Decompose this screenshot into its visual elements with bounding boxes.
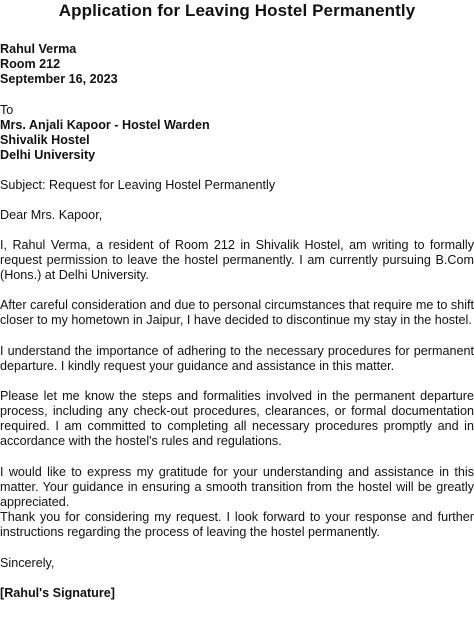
recipient-line-3: Delhi University (0, 148, 96, 162)
letter-title: Application for Leaving Hostel Permanently (58, 1, 416, 20)
sender-date: September 16, 2023 (0, 72, 118, 86)
closing-line (0, 556, 474, 571)
recipient-to: To (0, 103, 14, 117)
paragraph-2: After careful consideration and due to personal circumstances that require me to shift closer to my hometown in Jaipur, I have decided to discontinue my stay in the hostel. (0, 298, 474, 327)
subject-line (0, 178, 474, 193)
signature-text: [Rahul's Signature] (0, 586, 115, 600)
paragraph-1: I, Rahul Verma, a resident of Room 212 in Shivalik Hostel, am writing to formally request permission to leave the hostel permanently. I am currently pursuing B.Com (Hons.) at Delhi University. (0, 238, 474, 282)
paragraph-6: Thank you for considering my request. I look forward to your response and further instructions regarding the process of leaving the hostel permanently. (0, 510, 474, 539)
closing-text: Sincerely, (0, 556, 55, 570)
recipient-line-1: Mrs. Anjali Kapoor - Hostel Warden (0, 118, 210, 132)
salutation-line (0, 208, 474, 223)
sender-name: Rahul Verma (0, 42, 77, 56)
paragraph-4: Please let me know the steps and formalities involved in the permanent departure process, including any check-out procedures, clearances, or formal documentation required. I am committed to completing all necessary procedures promptly and in accordance with the hostel's rules and regulations. (0, 389, 474, 448)
salutation-text: Dear Mrs. Kapoor, (0, 208, 103, 222)
subject-text: Subject: Request for Leaving Hostel Permanently (0, 178, 276, 192)
signature-line (0, 586, 474, 601)
paragraph-3: I understand the importance of adhering to the necessary procedures for permanent departure. I kindly request your guidance and assistance in this matter. (0, 344, 474, 373)
sender-block (0, 42, 474, 87)
recipient-line-2: Shivalik Hostel (0, 133, 90, 147)
recipient-block (0, 103, 474, 163)
paragraph-5: I would like to express my gratitude for your understanding and assistance in this matter. Your guidance in ensuring a smooth transition from the hostel will be greatly appreciated. (0, 465, 474, 509)
sender-room: Room 212 (0, 57, 61, 71)
